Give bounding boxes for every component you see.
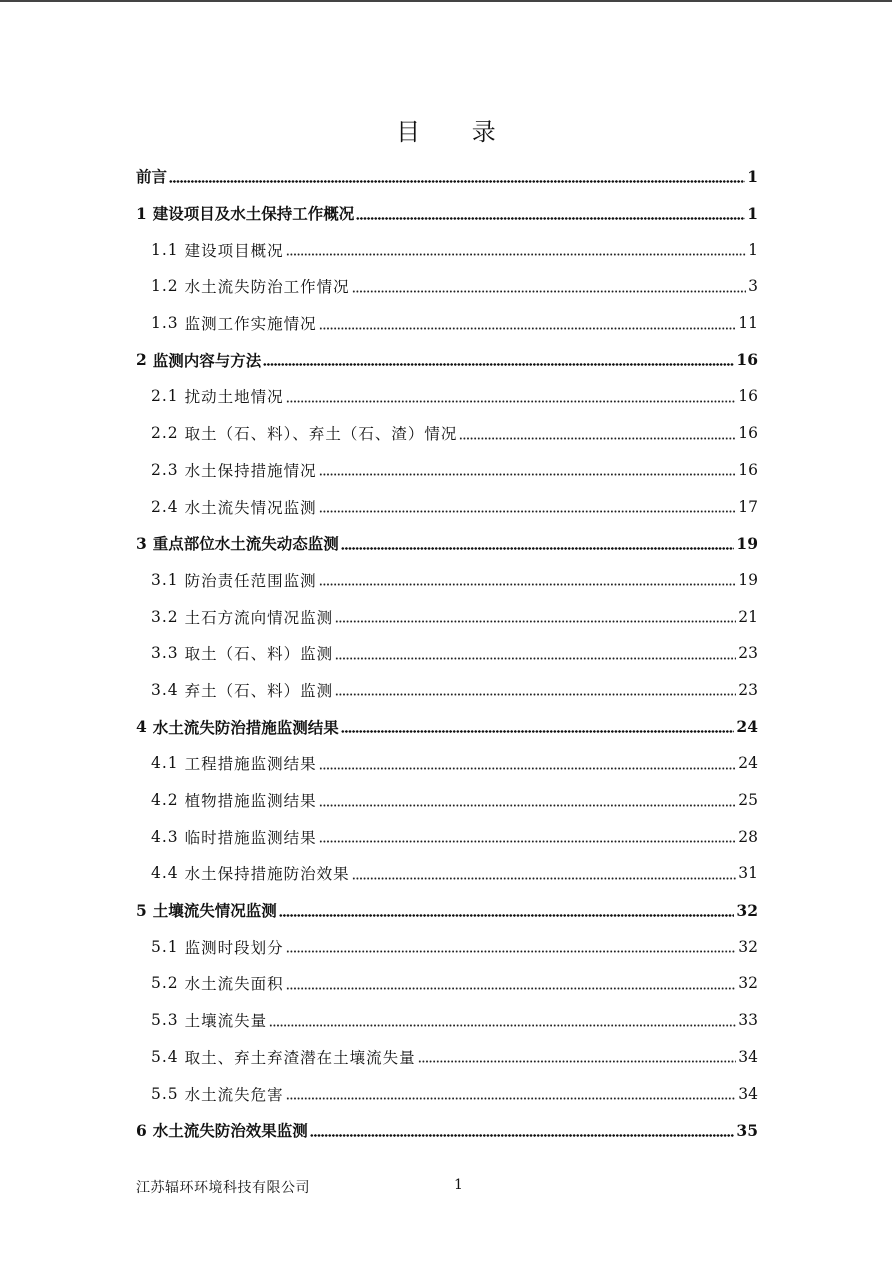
toc-entry-page: 3 xyxy=(748,277,758,296)
toc-entry-number: 2.1 xyxy=(151,387,179,406)
toc-entry-label: 土壤流失情况监测 xyxy=(152,901,277,921)
toc-dot-leader xyxy=(169,179,745,184)
toc-entry-number: 3.4 xyxy=(151,680,179,699)
toc-entry-page: 34 xyxy=(738,1047,758,1066)
toc-entry[interactable] xyxy=(136,598,758,635)
toc-entry-number: 5.2 xyxy=(151,974,179,993)
toc-entry[interactable] xyxy=(136,892,758,929)
toc-entry-label: 建设项目及水土保持工作概况 xyxy=(152,204,355,224)
toc-entry-number: 3.3 xyxy=(151,644,179,663)
toc-entry-page: 32 xyxy=(738,937,758,956)
toc-dot-leader xyxy=(263,362,734,367)
toc-dot-leader xyxy=(341,729,735,734)
toc-dot-leader xyxy=(310,1133,735,1138)
toc-entry-number: 6 xyxy=(136,1120,147,1140)
toc-entry-label: 水土流失面积 xyxy=(184,975,284,994)
toc-dot-leader xyxy=(319,839,737,844)
toc-entry-page: 16 xyxy=(738,387,758,406)
toc-entry[interactable] xyxy=(136,672,758,709)
toc-dot-leader xyxy=(286,399,737,404)
toc-dot-leader xyxy=(319,582,737,587)
toc-entry[interactable] xyxy=(136,341,758,378)
toc-entry-label: 水土流失防治效果监测 xyxy=(152,1121,308,1141)
toc-dot-leader xyxy=(319,472,737,477)
toc-entry-label: 取土（石、料）监测 xyxy=(184,645,334,664)
toc-entry-label: 土石方流向情况监测 xyxy=(184,608,334,627)
toc-entry-label: 前言 xyxy=(136,167,168,187)
toc-entry-label: 水土保持措施情况 xyxy=(184,461,317,480)
toc-dot-leader xyxy=(356,216,745,221)
toc-entry[interactable] xyxy=(136,1039,758,1076)
toc-entry-label: 防治责任范围监测 xyxy=(184,571,317,590)
toc-entry[interactable] xyxy=(136,488,758,525)
toc-title: 目 录 xyxy=(396,118,518,146)
toc-entry-page: 21 xyxy=(738,607,758,626)
toc-entry-label: 水土流失防治措施监测结果 xyxy=(152,717,339,737)
toc-entry[interactable] xyxy=(136,378,758,415)
toc-entry[interactable] xyxy=(136,305,758,342)
toc-entry-page: 32 xyxy=(738,974,758,993)
toc-entry-number: 2.2 xyxy=(151,424,179,443)
toc-entry-number: 4.1 xyxy=(151,754,179,773)
toc-dot-leader xyxy=(286,949,737,954)
toc-entry-page: 16 xyxy=(738,424,758,443)
toc-entry-page: 1 xyxy=(747,203,758,223)
toc-entry-number: 1.1 xyxy=(151,240,179,259)
toc-entry-label: 监测工作实施情况 xyxy=(184,315,317,334)
toc-dot-leader xyxy=(352,876,737,881)
toc-dot-leader xyxy=(418,1059,737,1064)
table-of-contents xyxy=(136,158,758,1149)
toc-entry[interactable] xyxy=(136,415,758,452)
toc-entry-page: 11 xyxy=(738,314,758,333)
toc-entry-page: 19 xyxy=(738,570,758,589)
toc-entry-label: 建设项目概况 xyxy=(184,241,284,260)
toc-dot-leader xyxy=(459,436,736,441)
toc-entry[interactable] xyxy=(136,745,758,782)
toc-entry[interactable] xyxy=(136,635,758,672)
toc-entry[interactable] xyxy=(136,965,758,1002)
toc-entry-number: 1.2 xyxy=(151,277,179,296)
toc-entry-label: 水土流失危害 xyxy=(184,1085,284,1104)
footer-page-number: 1 xyxy=(454,1177,463,1193)
toc-entry-page: 16 xyxy=(738,460,758,479)
toc-entry-number: 1 xyxy=(136,203,147,223)
toc-dot-leader xyxy=(335,656,736,661)
toc-dot-leader xyxy=(279,913,735,918)
toc-entry-label: 扰动土地情况 xyxy=(184,388,284,407)
toc-entry[interactable] xyxy=(136,452,758,489)
toc-dot-leader xyxy=(286,252,746,257)
toc-dot-leader xyxy=(335,692,736,697)
toc-entry-number: 4.4 xyxy=(151,864,179,883)
toc-entry-label: 取土（石、料）、弃土（石、渣）情况 xyxy=(184,425,458,444)
toc-dot-leader xyxy=(352,289,746,294)
toc-entry-label: 临时措施监测结果 xyxy=(184,828,317,847)
toc-entry[interactable] xyxy=(136,782,758,819)
toc-entry-label: 土壤流失量 xyxy=(184,1012,268,1031)
toc-entry-number: 4.3 xyxy=(151,827,179,846)
toc-entry-page: 24 xyxy=(738,754,758,773)
toc-entry-number: 1.3 xyxy=(151,314,179,333)
toc-dot-leader xyxy=(286,1096,737,1101)
toc-dot-leader xyxy=(341,546,735,551)
page-top-border xyxy=(0,0,892,2)
toc-dot-leader xyxy=(269,1023,736,1028)
toc-entry-page: 23 xyxy=(738,680,758,699)
toc-entry-label: 重点部位水土流失动态监测 xyxy=(152,534,339,554)
toc-entry-number: 4.2 xyxy=(151,791,179,810)
toc-dot-leader xyxy=(335,619,736,624)
toc-entry[interactable] xyxy=(136,1112,758,1149)
toc-entry-number: 5.4 xyxy=(151,1047,179,1066)
toc-entry[interactable] xyxy=(136,525,758,562)
toc-entry-page: 28 xyxy=(738,827,758,846)
toc-entry-label: 水土流失情况监测 xyxy=(184,498,317,517)
toc-entry-label: 弃土（石、料）监测 xyxy=(184,681,334,700)
toc-entry-number: 3.1 xyxy=(151,570,179,589)
toc-entry-page: 25 xyxy=(738,791,758,810)
toc-entry-label: 监测内容与方法 xyxy=(152,350,262,370)
toc-entry[interactable] xyxy=(136,928,758,965)
toc-entry-label: 工程措施监测结果 xyxy=(184,755,317,774)
toc-entry-number: 5.3 xyxy=(151,1011,179,1030)
toc-entry-page: 35 xyxy=(736,1120,758,1140)
toc-entry-number: 2.3 xyxy=(151,460,179,479)
toc-entry-number: 3.2 xyxy=(151,607,179,626)
toc-dot-leader xyxy=(319,803,737,808)
toc-entry-page: 31 xyxy=(738,864,758,883)
toc-entry-number: 5 xyxy=(136,900,147,920)
toc-entry[interactable] xyxy=(136,268,758,305)
toc-entry[interactable] xyxy=(136,231,758,268)
toc-entry[interactable] xyxy=(136,708,758,745)
toc-entry[interactable] xyxy=(136,818,758,855)
toc-entry[interactable] xyxy=(136,158,758,195)
toc-entry-label: 监测时段划分 xyxy=(184,938,284,957)
toc-entry-page: 23 xyxy=(738,644,758,663)
toc-entry-page: 19 xyxy=(736,533,758,553)
toc-entry[interactable] xyxy=(136,1002,758,1039)
toc-entry-number: 4 xyxy=(136,717,147,737)
toc-entry-page: 1 xyxy=(748,240,758,259)
toc-dot-leader xyxy=(319,509,737,514)
toc-entry[interactable] xyxy=(136,195,758,232)
toc-entry-label: 植物措施监测结果 xyxy=(184,792,317,811)
toc-entry-page: 34 xyxy=(738,1084,758,1103)
toc-dot-leader xyxy=(286,986,737,991)
toc-entry-label: 取土、弃土弃渣潜在土壤流失量 xyxy=(184,1048,416,1067)
toc-entry-page: 24 xyxy=(736,717,758,737)
toc-dot-leader xyxy=(319,326,737,331)
toc-entry-label: 水土保持措施防治效果 xyxy=(184,865,350,884)
toc-entry[interactable] xyxy=(136,855,758,892)
toc-entry-page: 1 xyxy=(747,166,758,186)
toc-entry-label: 水土流失防治工作情况 xyxy=(184,278,350,297)
footer-company: 江苏辐环环境科技有限公司 xyxy=(136,1180,310,1196)
toc-entry-page: 32 xyxy=(736,900,758,920)
toc-entry-number: 3 xyxy=(136,533,147,553)
toc-entry-number: 5.1 xyxy=(151,937,179,956)
toc-dot-leader xyxy=(319,766,737,771)
toc-entry-number: 5.5 xyxy=(151,1084,179,1103)
toc-entry-page: 16 xyxy=(736,350,758,370)
toc-entry[interactable] xyxy=(136,1075,758,1112)
toc-entry[interactable] xyxy=(136,562,758,599)
toc-entry-number: 2.4 xyxy=(151,497,179,516)
toc-entry-page: 33 xyxy=(738,1011,758,1030)
toc-entry-number: 2 xyxy=(136,350,147,370)
toc-entry-page: 17 xyxy=(738,497,758,516)
